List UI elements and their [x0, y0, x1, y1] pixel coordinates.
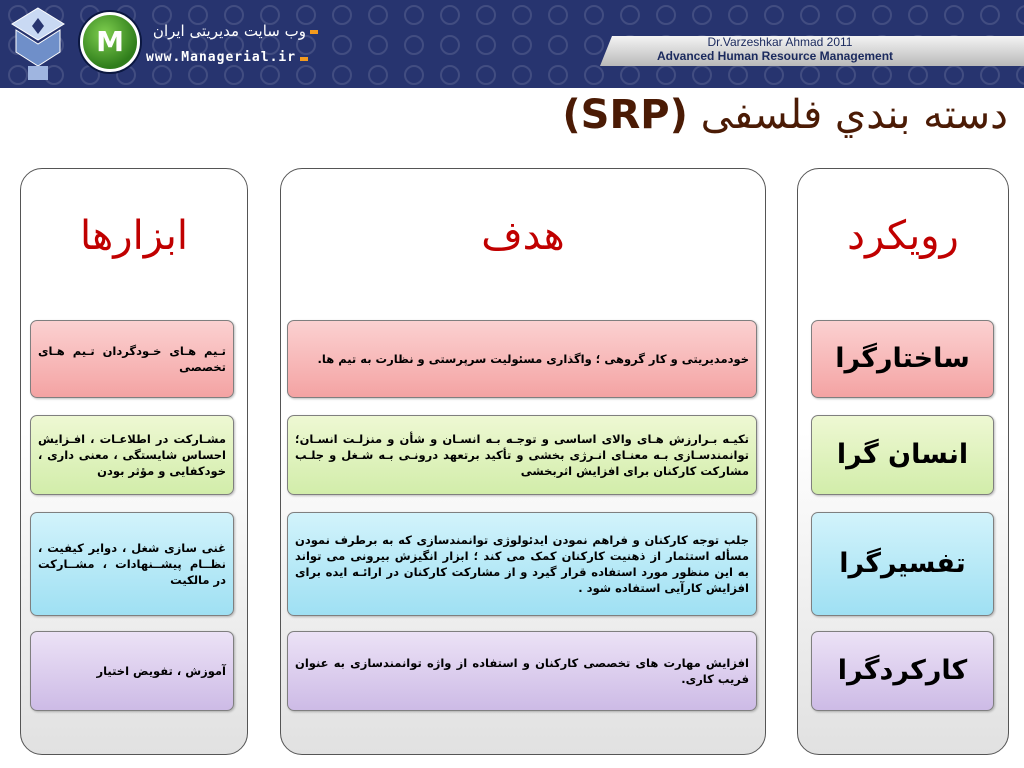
goal-item-4: افزایش مهارت های تخصصی کارکنان و استفاده از واژه توانمندسازی به عنوان فریب کاری.	[287, 631, 757, 711]
goal-heading: هدف	[481, 213, 565, 259]
approach-item-functionalist: کارکردگرا	[811, 631, 994, 711]
tools-item-4: آموزش ، تفویض اختیار	[30, 631, 234, 711]
author-credit: Dr.Varzeshkar Ahmad 2011	[707, 35, 853, 49]
approach-item-interpretivist: تفسیرگرا	[811, 512, 994, 616]
managerial-logo-icon: M	[80, 12, 140, 72]
header-band	[0, 0, 1024, 88]
title-accent-dash	[310, 30, 318, 34]
site-url-link[interactable]: www.Managerial.ir	[146, 50, 297, 65]
goal-item-3: جلب توجه کارکنان و فراهم نمودن ایدئولوژی توانمندسازی که به برطرف نمودن مسأله استثمار از ذهنیت کارکنان کمک می کند ؛ ابزار انگیزش بیرونی می تواند به این منظور مورد استفاده قرار گیرد و از مشارکت کارکنان در ارائـه ایده برای افزایش کارآیی استفاده شود .	[287, 512, 757, 616]
url-accent-dash	[300, 57, 308, 61]
course-title: Advanced Human Resource Management	[656, 49, 894, 63]
tools-item-2: مشـارکت در اطلاعـات ، افـزایش احساس شایستگی ، معنی داری ، خودکفایی و مؤثر بودن	[30, 415, 234, 495]
goal-item-1: خودمدیریتی و کار گروهی ؛ واگذاری مسئولیت سرپرستی و نظارت به تیم ها.	[287, 320, 757, 398]
approach-heading: رویکرد	[847, 213, 959, 259]
tools-item-1: تـیم هـای خـودگردان تـیم هـای تخصصی	[30, 320, 234, 398]
slide-title-text: دسته بندي فلسفی	[700, 92, 1008, 138]
approach-item-humanist: انسان گرا	[811, 415, 994, 495]
slide-title-abbr: (SRP)	[562, 92, 688, 138]
university-logo-icon	[10, 6, 66, 82]
site-title: وب سایت مدیریتی ایران	[152, 22, 306, 40]
goal-item-2: تکیـه بـرارزش هـای والای اساسی و توجـه بـه انسـان و شأن و منزلـت انسـان؛ توانمندسـازی بـه معنـای انـرژی بخشی و تأکید برتعهد درونـی بـه شـغل و جلـب مشارکت کارکنان برای افزایش اثربخشی	[287, 415, 757, 495]
approach-item-structuralist: ساختارگرا	[811, 320, 994, 398]
slide-title	[500, 92, 1008, 138]
tools-item-3: غنی سازی شغل ، دوایر کیفیت ، نظــام پیشــنهادات ، مشــارکت در مالکیت	[30, 512, 234, 616]
tools-heading: ابزارها	[79, 213, 189, 259]
